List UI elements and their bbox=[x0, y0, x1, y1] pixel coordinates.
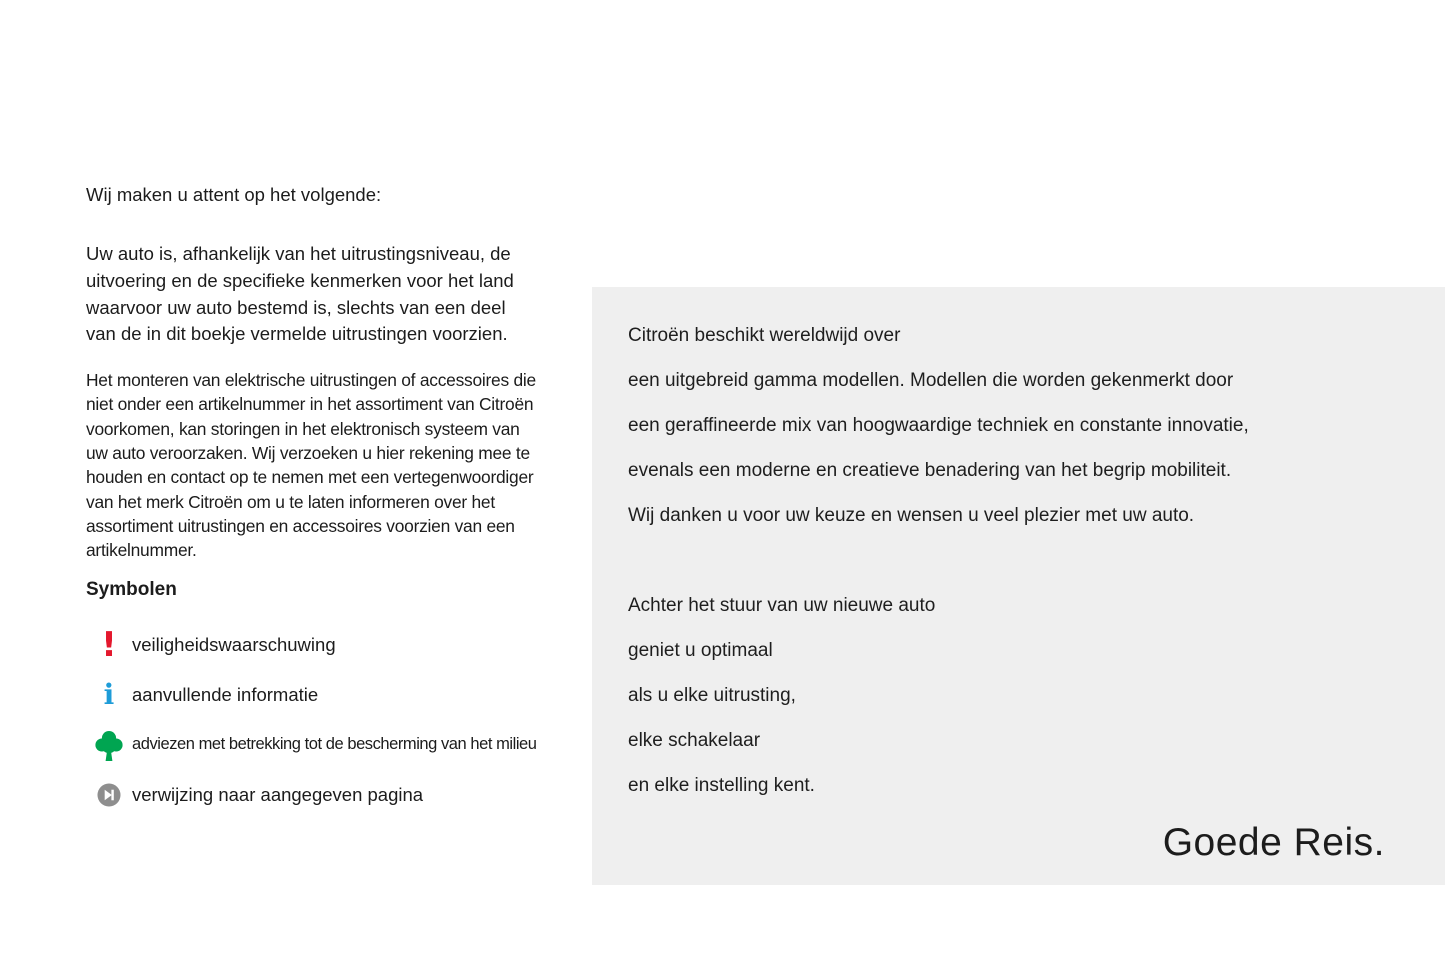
welcome-line: een geraffineerde mix van hoogwaardige techniek en constante innovatie, bbox=[628, 415, 1249, 436]
welcome-line: elke schakelaar bbox=[628, 730, 761, 751]
accessories-notice-paragraph: Het monteren van elektrische uitrustingen of accessoires die niet onder een artikelnummer in het assortiment van Citroën voorkomen, kan storingen in het elektronisch systeem van uw auto veroorzaken. Wij verzoeken u hier rekening mee te houden en contact op te nemen met een vertegenwoordiger van het merk Citroën om u te laten informeren over het assortiment uitrustingen en accessoires voorzien van een artikelnummer. bbox=[86, 370, 536, 561]
welcome-line: geniet u optimaal bbox=[628, 640, 773, 661]
warning-exclamation-icon: ! bbox=[101, 624, 117, 665]
environment-tree-icon bbox=[92, 728, 126, 762]
symbol-row-warning bbox=[86, 624, 561, 665]
page-reference-icon bbox=[97, 783, 121, 807]
welcome-line: Citroën beschikt wereldwijd over bbox=[628, 325, 901, 346]
symbol-label: adviezen met betrekking tot de bescherming van het milieu bbox=[132, 735, 537, 754]
welcome-line: Achter het stuur van uw nieuwe auto bbox=[628, 595, 936, 616]
welcome-line: als u elke uitrusting, bbox=[628, 685, 796, 706]
welcome-panel bbox=[592, 287, 1445, 885]
welcome-line: Wij danken u voor uw keuze en wensen u veel plezier met uw auto. bbox=[628, 505, 1195, 526]
info-icon: i bbox=[103, 677, 115, 711]
equipment-notice-paragraph: Uw auto is, afhankelijk van het uitrustingsniveau, de uitvoering en de specifieke kenmerken voor het land waarvoor uw auto bestemd is, slechts van een deel van de in dit boekje vermelde uitrustingen voorzien. bbox=[86, 243, 514, 345]
welcome-line: en elke instelling kent. bbox=[628, 775, 815, 796]
symbol-label: aanvullende informatie bbox=[132, 683, 319, 705]
driving-advice-block bbox=[628, 583, 1405, 808]
symbol-row-info bbox=[86, 677, 561, 713]
intro-text: Wij maken u attent op het volgende: bbox=[86, 184, 382, 205]
notice-column bbox=[86, 183, 561, 813]
welcome-line: een uitgebreid gamma modellen. Modellen die worden gekenmerkt door bbox=[628, 370, 1234, 391]
symbol-list bbox=[86, 624, 561, 813]
symbol-label: veiligheidswaarschuwing bbox=[132, 633, 336, 655]
symbol-row-page-reference bbox=[86, 777, 561, 813]
closing-text: Goede Reis. bbox=[1162, 821, 1385, 864]
welcome-text bbox=[628, 313, 1405, 808]
symbols-heading: Symbolen bbox=[86, 578, 177, 600]
symbol-label: verwijzing naar aangegeven pagina bbox=[132, 783, 424, 805]
welcome-line: evenals een moderne en creatieve benadering van het begrip mobiliteit. bbox=[628, 460, 1232, 481]
symbol-row-environment bbox=[86, 727, 561, 763]
brand-intro-block bbox=[628, 313, 1405, 538]
